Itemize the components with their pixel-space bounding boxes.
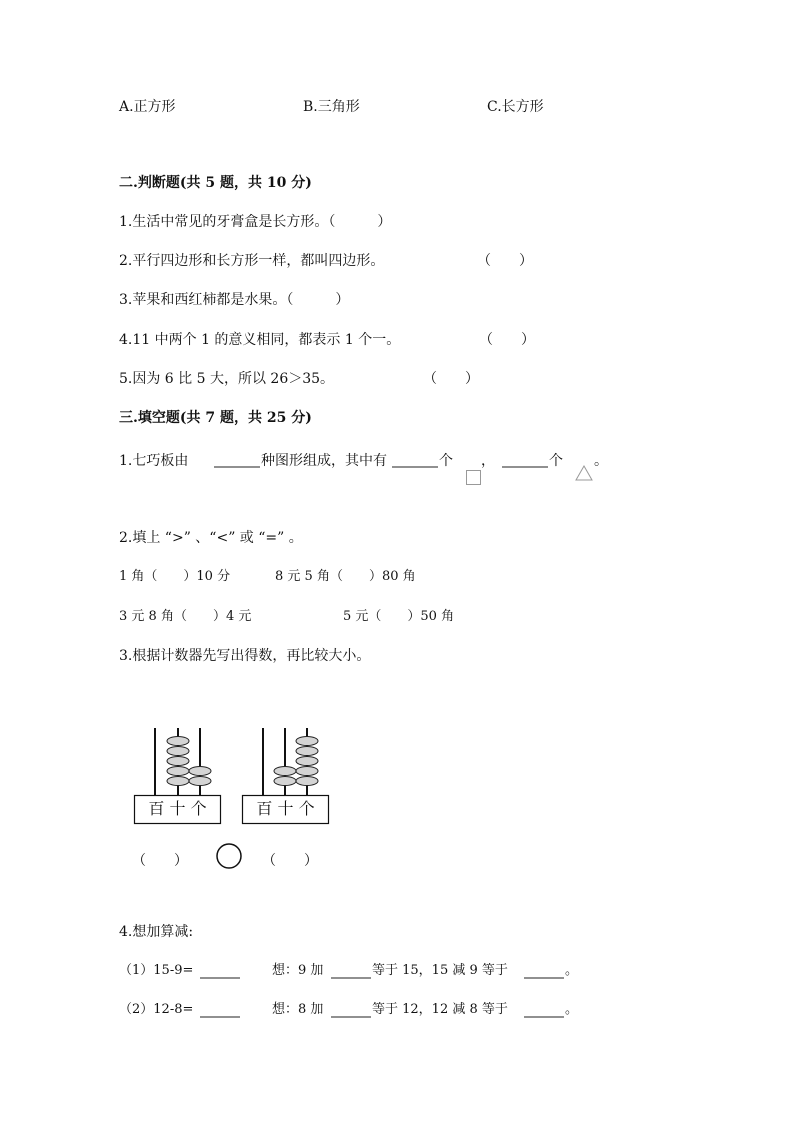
bead <box>167 777 189 786</box>
judge-bracket-2: （ ） <box>477 253 533 269</box>
q4-row2-middle: 等于 12，12 减 8 等于 <box>372 1002 508 1017</box>
judge-bracket-5: （ ） <box>423 371 479 387</box>
bead <box>167 757 189 766</box>
abacus-beads-tens <box>274 767 296 786</box>
bead <box>189 777 211 786</box>
bead <box>189 767 211 776</box>
q4-row1-end: 。 <box>565 963 579 978</box>
q4-row1-blank-answer <box>200 977 240 979</box>
bead <box>167 737 189 746</box>
compare-2: 8 元 5 角（ ）80 角 <box>275 569 416 584</box>
triangle-icon <box>574 465 594 483</box>
bead <box>167 747 189 756</box>
judge-item-1: 1.生活中常见的牙膏盒是长方形。（ ） <box>119 214 392 230</box>
judge-item-4: 4.11 中两个 1 的意义相同，都表示 1 个一。 <box>119 332 401 348</box>
judge-item-2: 2.平行四边形和长方形一样，都叫四边形。 <box>119 253 385 269</box>
q4-row1-middle: 等于 15，15 减 9 等于 <box>372 963 508 978</box>
fill-q3-title: 3.根据计数器先写出得数，再比较大小。 <box>119 648 371 664</box>
q4-row2-blank-sub <box>524 1016 564 1018</box>
bead <box>296 737 318 746</box>
q4-row1-eq: （1）15-9= <box>119 963 194 978</box>
option-c: C.长方形 <box>487 99 544 115</box>
option-b: B.三角形 <box>303 99 360 115</box>
judge-item-3: 3.苹果和西红柿都是水果。（ ） <box>119 292 350 308</box>
abacus-beads-ones <box>189 767 211 786</box>
abacus-beads-ones <box>296 737 318 786</box>
bead <box>296 767 318 776</box>
fill-q1-prefix: 1.七巧板由 <box>119 453 189 469</box>
abacus-left-label: 百 十 个 <box>148 799 207 818</box>
judge-item-5: 5.因为 6 比 5 大，所以 26＞35。 <box>119 371 335 387</box>
q4-row2-eq: （2）12-8= <box>119 1002 194 1017</box>
q4-row2-blank-answer <box>200 1016 240 1018</box>
compare-right-bracket: （ ） <box>262 853 318 869</box>
section2-title: 二.判断题(共 5 题，共 10 分) <box>119 175 312 191</box>
fill-blank-1 <box>214 466 260 468</box>
bead <box>274 777 296 786</box>
fill-q2-title: 2.填上 “>” 、“<” 或 “=” 。 <box>119 530 303 546</box>
fill-q4-title: 4.想加算减: <box>119 924 194 940</box>
compare-1: 1 角（ ）10 分 <box>119 569 231 584</box>
judge-bracket-4: （ ） <box>479 332 535 348</box>
q4-row1-blank-add <box>331 977 371 979</box>
square-icon <box>466 470 482 486</box>
q4-row2-end: 。 <box>565 1002 579 1017</box>
fill-blank-3 <box>502 466 548 468</box>
fill-q1-mid: 种图形组成，其中有 <box>261 453 387 469</box>
abacus-right-label: 百 十 个 <box>256 799 315 818</box>
section3-title: 三.填空题(共 7 题，共 25 分) <box>119 410 312 426</box>
compare-4: 5 元（ ）50 角 <box>343 609 455 624</box>
q4-row2-think: 想：8 加 <box>272 1002 324 1017</box>
bead <box>296 757 318 766</box>
fill-q1-comma: ， <box>481 453 495 469</box>
bead <box>167 767 189 776</box>
compare-3: 3 元 8 角（ ）4 元 <box>119 609 252 624</box>
compare-left-bracket: （ ） <box>132 853 188 869</box>
bead <box>296 747 318 756</box>
compare-circle <box>215 842 245 872</box>
fill-q1-unit1: 个 <box>439 453 453 469</box>
bead <box>296 777 318 786</box>
q4-row1-think: 想：9 加 <box>272 963 324 978</box>
fill-q1-end: 。 <box>594 453 608 469</box>
option-a: A.正方形 <box>119 99 176 115</box>
bead <box>274 767 296 776</box>
fill-q1-unit2: 个 <box>549 453 563 469</box>
fill-blank-2 <box>392 466 438 468</box>
abacus-beads-tens <box>167 737 189 786</box>
q4-row1-blank-sub <box>524 977 564 979</box>
q4-row2-blank-add <box>331 1016 371 1018</box>
